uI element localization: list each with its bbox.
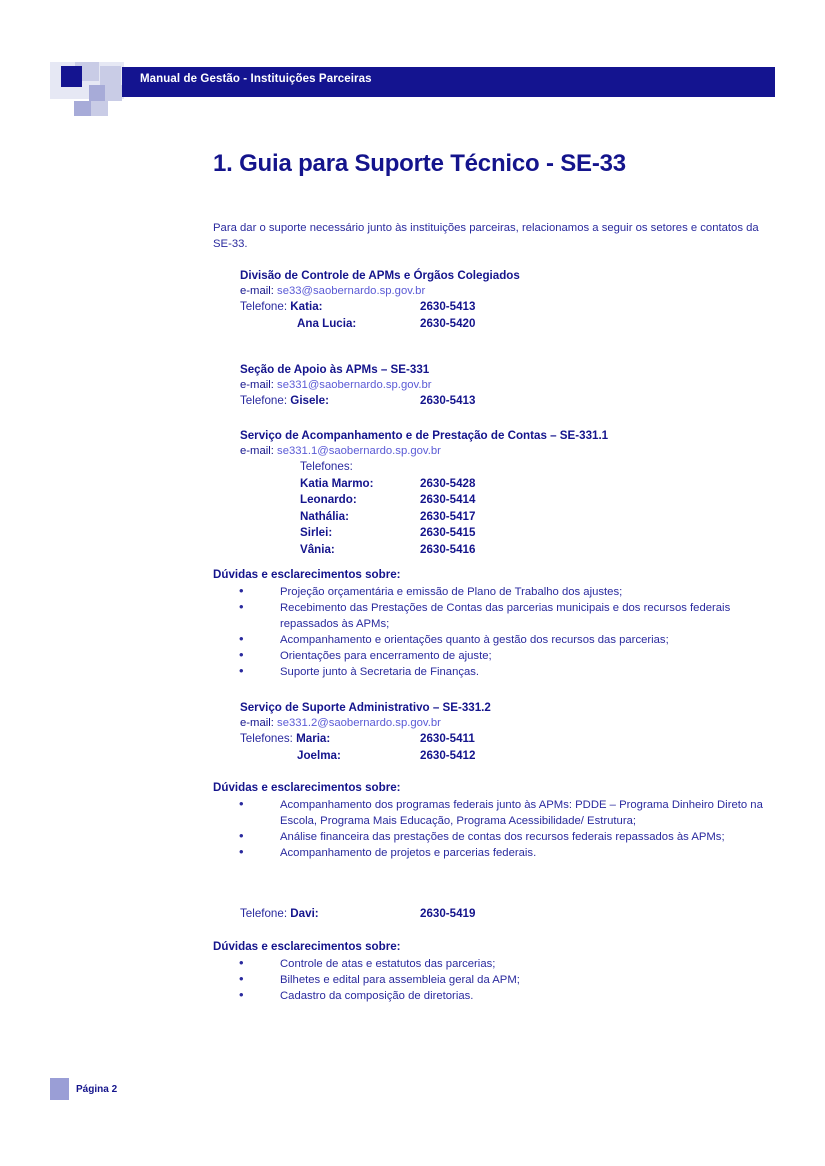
contact-name: Maria: [296,732,331,745]
email-label: e-mail: [240,379,274,391]
list-item: • Suporte junto à Secretaria de Finanças. [213,664,783,680]
list-item: • Controle de atas e estatutos das parcerias; [213,956,783,972]
list-item: • Orientações para encerramento de ajuste; [213,648,783,664]
phone-label: Telefones: [240,732,293,745]
phone-number: 2630-5412 [420,748,476,762]
phone-label: Telefones: [300,460,353,473]
phone-label: Telefone: [240,394,288,407]
phone-number: 2630-5428 [420,476,476,490]
page-number: Página 2 [76,1084,118,1095]
list-item: • Recebimento das Prestações de Contas das parcerias municipais e dos recursos federais repassados às APMs; [213,600,783,632]
phone-number: 2630-5420 [420,316,476,330]
contact-name: Gisele: [290,394,329,407]
section-heading: Divisão de Controle de APMs e Órgãos Colegiados [240,269,520,282]
phone-number: 2630-5417 [420,509,476,523]
email-label: e-mail: [240,445,274,457]
bullet-block-title: Dúvidas e esclarecimentos sobre: [213,781,401,794]
phone-row [240,492,608,509]
phone-row [240,748,491,765]
phone-row [240,906,476,923]
bullet-block-title: Dúvidas e esclarecimentos sobre: [213,940,401,953]
contact-name: Davi: [290,907,319,920]
list-item: • Análise financeira das prestações de contas dos recursos federais repassados às APMs; [213,829,783,845]
phone-number: 2630-5416 [420,542,476,556]
section-email [240,377,432,393]
list-item: • Acompanhamento dos programas federais junto às APMs: PDDE – Programa Dinheiro Direto na Escola, Programa Mais Educação, Programa Acessibilidade/ Estrutura; [213,797,783,829]
phone-number: 2630-5419 [420,907,476,920]
footer-decor-square [50,1078,69,1100]
header-decor-square [100,66,121,87]
bullet-block-2 [213,779,783,861]
email-address[interactable]: se33@saobernardo.sp.gov.br [277,285,426,297]
phone-row [240,299,520,316]
section-email [240,715,491,731]
bullet-block-1 [213,566,783,680]
phone-row [240,731,491,748]
phone-row [240,542,608,559]
header-decor-square [91,101,108,116]
contact-name: Leonardo: [300,493,357,506]
email-address[interactable]: se331.1@saobernardo.sp.gov.br [277,445,441,457]
contact-name: Sirlei: [300,526,333,539]
email-label: e-mail: [240,717,274,729]
email-label: e-mail: [240,285,274,297]
section-email [240,443,608,459]
page-title: 1. Guia para Suporte Técnico - SE-33 [213,150,626,177]
header-title: Manual de Gestão - Instituições Parceiras [140,73,372,85]
page-footer [0,1078,825,1108]
phone-row [240,525,608,542]
contact-name: Joelma: [297,748,341,762]
phone-number: 2630-5415 [420,526,476,539]
phone-row [240,393,476,410]
contact-section-se331 [240,362,476,410]
section-email [240,283,520,299]
intro-paragraph: Para dar o suporte necessário junto às instituições parceiras, relacionamos a seguir os setores e contatos da SE-33. [213,222,759,250]
email-address[interactable]: se331@saobernardo.sp.gov.br [277,379,432,391]
section-heading: Seção de Apoio às APMs – SE-331 [240,363,430,376]
list-item: • Projeção orçamentária e emissão de Plano de Trabalho dos ajustes; [213,584,783,600]
phone-number: 2630-5413 [420,394,476,407]
phone-row [240,476,608,493]
bullet-block-title: Dúvidas e esclarecimentos sobre: [213,568,401,581]
header-decor-square-dark [61,66,82,87]
list-item: • Bilhetes e edital para assembleia geral da APM; [213,972,783,988]
phone-label: Telefone: [240,300,288,313]
phone-row [240,316,520,333]
contact-name: Ana Lucia: [297,316,357,330]
contact-name: Katia Marmo: [300,476,374,490]
phone-number: 2630-5413 [420,300,476,313]
header-decor-square [74,101,91,116]
phone-label: Telefone: [240,907,288,920]
phone-number: 2630-5411 [420,732,475,745]
list-item: • Acompanhamento e orientações quanto à gestão dos recursos das parcerias; [213,632,783,648]
section-heading: Serviço de Acompanhamento e de Prestação de Contas – SE-331.1 [240,429,609,442]
bullet-block-3 [213,938,783,1004]
contact-section-se3311 [240,428,608,558]
contact-section-se33 [240,268,520,332]
contact-name: Vânia: [300,542,335,556]
standalone-phone-block [240,906,476,923]
page-header [0,58,825,118]
phone-number: 2630-5414 [420,493,476,506]
list-item: • Acompanhamento de projetos e parcerias federais. [213,845,783,861]
phone-row [240,509,608,526]
list-item: • Cadastro da composição de diretorias. [213,988,783,1004]
section-heading: Serviço de Suporte Administrativo – SE-331.2 [240,701,491,714]
header-decor-square [89,85,105,101]
header-decor-square [105,85,122,101]
contact-name: Katia: [290,300,323,313]
email-address[interactable]: se331.2@saobernardo.sp.gov.br [277,717,441,729]
contact-section-se3312 [240,700,491,764]
contact-name: Nathália: [300,509,349,523]
